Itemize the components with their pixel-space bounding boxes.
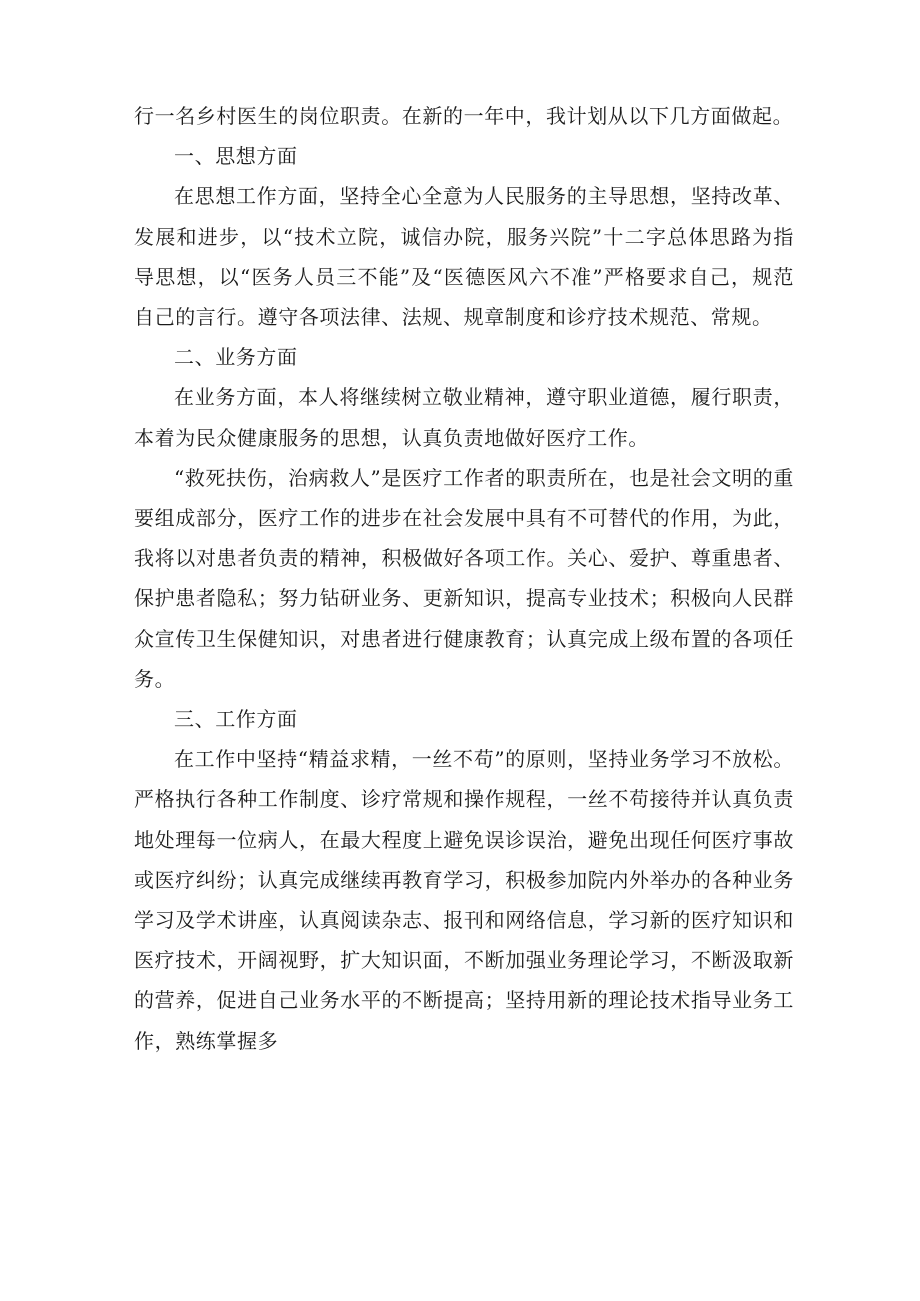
paragraph-thought: 在思想工作方面，坚持全心全意为人民服务的主导思想，坚持改革、发展和进步，以“技术立院，诚信办院，服务兴院”十二字总体思路为指导思想，以“医务人员三不能”及“医德医风六不准”严格要求自己，规范自己的言行。遵守各项法律、法规、规章制度和诊疗技术规范、常规。 [134, 184, 794, 330]
section-heading-work: 三、工作方面 [174, 707, 298, 732]
section-heading-thought: 一、思想方面 [174, 144, 298, 169]
section-heading-business: 二、业务方面 [174, 345, 298, 370]
paragraph-duty: “救死扶伤，治病救人”是医疗工作者的职责所在，也是社会文明的重要组成部分，医疗工作的进步在社会发展中具有不可替代的作用，为此，我将以对患者负责的精神，积极做好各项工作。关心、爱护、尊重患者、保护患者隐私；努力钻研业务、更新知识，提高专业技术；积极向人民群众宣传卫生保健知识，对患者进行健康教育；认真完成上级布置的各项任务。 [134, 465, 794, 691]
paragraph-intro: 行一名乡村医生的岗位职责。在新的一年中，我计划从以下几方面做起。 [134, 104, 794, 128]
paragraph-work: 在工作中坚持“精益求精，一丝不苟”的原则，坚持业务学习不放松。严格执行各种工作制度、诊疗常规和操作规程，一丝不苟接待并认真负责地处理每一位病人，在最大程度上避免误诊误治，避免出现任何医疗事故或医疗纠纷；认真完成继续再教育学习，积极参加院内外举办的各种业务学习及学术讲座，认真阅读杂志、报刊和网络信息，学习新的医疗知识和医疗技术，开阔视野，扩大知识面，不断加强业务理论学习，不断汲取新的营养，促进自己业务水平的不断提高；坚持用新的理论技术指导业务工作，熟练掌握多 [134, 747, 794, 1053]
paragraph-business: 在业务方面，本人将继续树立敬业精神，遵守职业道德，履行职责，本着为民众健康服务的思想，认真负责地做好医疗工作。 [134, 385, 794, 450]
document-body [134, 96, 794, 1061]
